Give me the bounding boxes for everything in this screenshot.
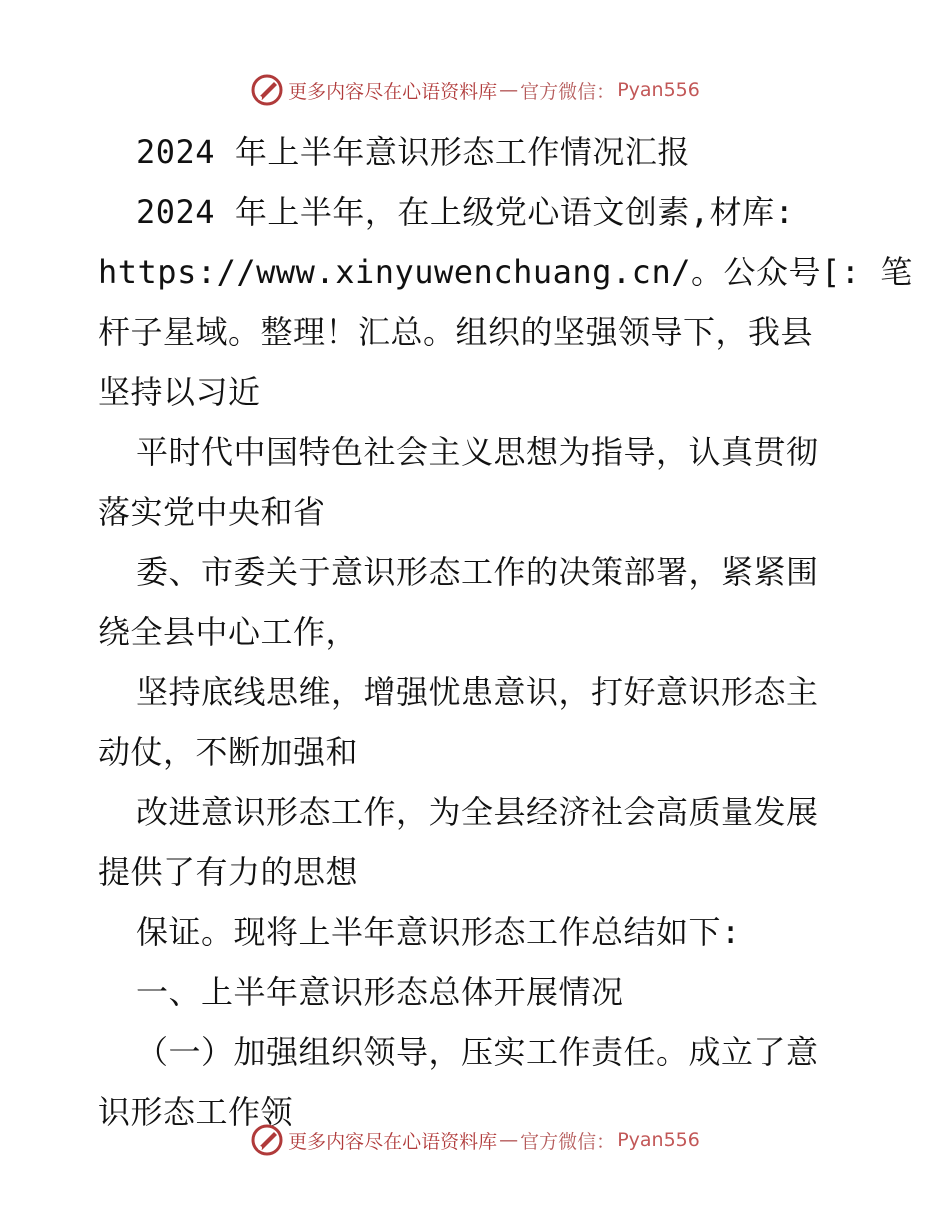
logo-icon bbox=[250, 73, 284, 107]
footer-watermark bbox=[0, 1120, 950, 1160]
text-line: 保证。现将上半年意识形态工作总结如下: bbox=[136, 913, 741, 951]
watermark-label: 官方微信： bbox=[520, 1130, 616, 1153]
watermark-dash: — bbox=[499, 79, 519, 101]
text-line: 动仗，不断加强和 bbox=[98, 733, 359, 771]
logo-icon bbox=[250, 1123, 284, 1157]
watermark-dash: — bbox=[499, 1129, 519, 1151]
text-line: 识形态工作领 bbox=[98, 1093, 294, 1131]
text-line: 杆子星域。整理！汇总。组织的坚强领导下，我县 bbox=[98, 313, 814, 351]
watermark-id: Pyan556 bbox=[617, 1129, 700, 1151]
document-title: 2024 年上半年意识形态工作情况汇报 bbox=[136, 133, 690, 171]
text-line: 2024 年上半年，在上级党心语文创素,材库: bbox=[136, 193, 795, 231]
text-line: 平时代中国特色社会主义思想为指导，认真贯彻 bbox=[136, 433, 819, 471]
watermark-main: 更多内容尽在心语资料库 bbox=[288, 1130, 498, 1153]
text-line: 落实党中央和省 bbox=[98, 493, 326, 531]
watermark-id: Pyan556 bbox=[617, 79, 700, 101]
watermark-main: 更多内容尽在心语资料库 bbox=[288, 80, 498, 103]
text-line: 坚持底线思维，增强忧患意识，打好意识形态主 bbox=[136, 673, 819, 711]
section-heading: 一、上半年意识形态总体开展情况 bbox=[136, 973, 624, 1011]
text-line: https://www.xinyuwenchuang.cn/。公众号[: 笔 bbox=[98, 253, 913, 291]
text-line: 绕全县中心工作， bbox=[98, 613, 359, 651]
subsection-heading: （一）加强组织领导，压实工作责任。成立了意 bbox=[136, 1033, 819, 1071]
watermark-label: 官方微信： bbox=[520, 80, 616, 103]
text-line: 委、市委关于意识形态工作的决策部署，紧紧围 bbox=[136, 553, 819, 591]
header-watermark bbox=[0, 70, 950, 110]
text-line: 提供了有力的思想 bbox=[98, 853, 359, 891]
text-line: 改进意识形态工作，为全县经济社会高质量发展 bbox=[136, 793, 819, 831]
document-body bbox=[98, 122, 913, 1142]
text-line: 坚持以习近 bbox=[98, 373, 261, 411]
